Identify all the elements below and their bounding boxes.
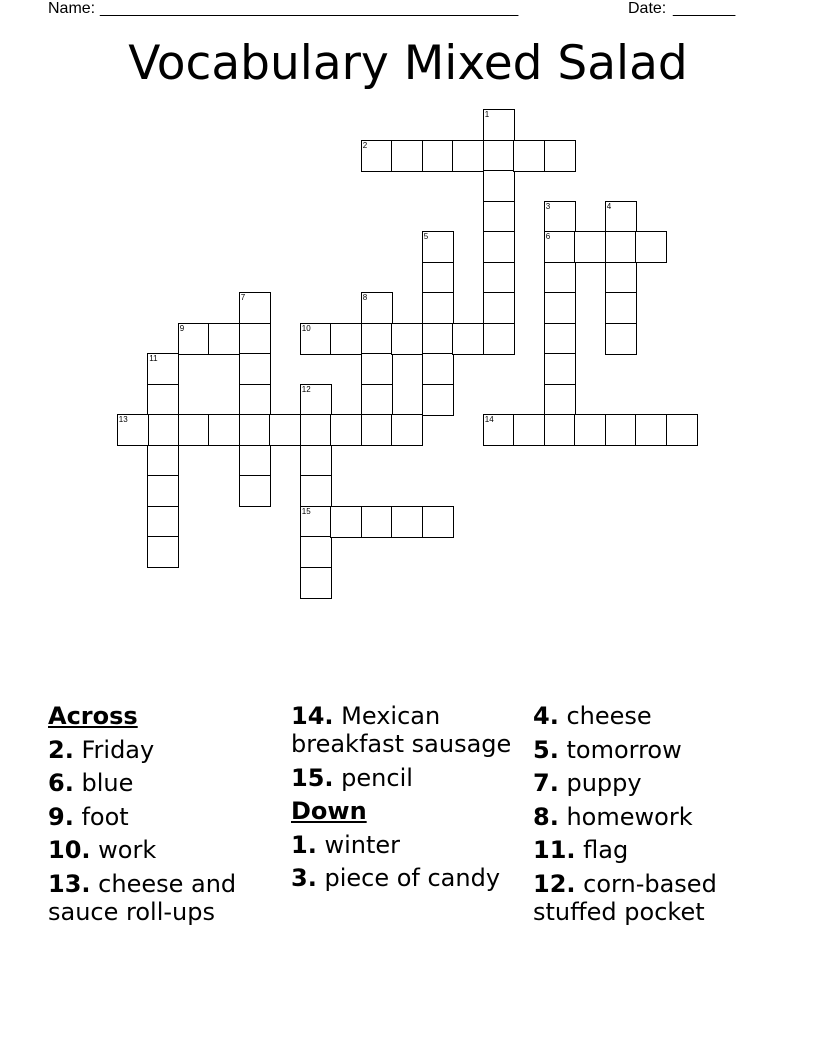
crossword-cell[interactable] — [178, 414, 210, 446]
clue-down-7: 7. puppy — [533, 769, 642, 797]
crossword-cell[interactable] — [422, 323, 454, 355]
crossword-cell[interactable] — [544, 353, 576, 385]
crossword-cell[interactable] — [239, 384, 271, 416]
crossword-cell[interactable] — [361, 323, 393, 355]
crossword-cell[interactable] — [544, 414, 576, 446]
crossword-cell[interactable] — [361, 353, 393, 385]
crossword-cell[interactable] — [300, 475, 332, 507]
clue-number: 14 — [484, 415, 494, 425]
clue-down-12: 12. corn-based stuffed pocket — [533, 869, 717, 926]
page-title: Vocabulary Mixed Salad — [128, 36, 688, 91]
crossword-cell[interactable] — [483, 323, 515, 355]
crossword-cell[interactable] — [300, 536, 332, 568]
crossword-cell[interactable] — [239, 414, 271, 446]
crossword-cell[interactable] — [544, 292, 576, 324]
crossword-cell[interactable] — [544, 231, 576, 263]
crossword-cell[interactable] — [239, 353, 271, 385]
crossword-cell[interactable] — [147, 475, 179, 507]
crossword-cell[interactable] — [422, 262, 454, 294]
crossword-cell[interactable] — [361, 414, 393, 446]
date-label: Date: — [628, 0, 667, 17]
crossword-cell[interactable] — [239, 292, 271, 324]
crossword-cell[interactable] — [452, 323, 484, 355]
crossword-cell[interactable] — [483, 109, 515, 141]
crossword-cell[interactable] — [544, 140, 576, 172]
crossword-cell[interactable] — [300, 323, 332, 355]
crossword-cell[interactable] — [605, 292, 637, 324]
crossword-cell[interactable] — [422, 231, 454, 263]
crossword-cell[interactable] — [635, 231, 667, 263]
clue-across-14: 14. Mexican breakfast sausage — [291, 702, 512, 758]
crossword-cell[interactable] — [605, 414, 637, 446]
name-blank-line[interactable]: _______________________________________________ — [100, 0, 519, 17]
crossword-cell[interactable] — [147, 353, 179, 385]
clue-across-15: 15. pencil — [291, 763, 413, 792]
crossword-cell[interactable] — [422, 140, 454, 172]
crossword-cell[interactable] — [666, 414, 698, 446]
crossword-cell[interactable] — [422, 292, 454, 324]
crossword-cell[interactable] — [117, 414, 149, 446]
crossword-cell[interactable] — [574, 231, 606, 263]
crossword-cell[interactable] — [300, 567, 332, 599]
crossword-cell[interactable] — [208, 414, 240, 446]
crossword-cell[interactable] — [147, 536, 179, 568]
crossword-cell[interactable] — [361, 506, 393, 538]
crossword-cell[interactable] — [513, 140, 545, 172]
crossword-cell[interactable] — [300, 506, 332, 538]
date-blank-line[interactable]: _______ — [673, 0, 736, 17]
crossword-cell[interactable] — [391, 506, 423, 538]
crossword-cell[interactable] — [147, 445, 179, 477]
clue-down-1: 1. winter — [291, 830, 401, 859]
crossword-cell[interactable] — [483, 140, 515, 172]
clue-down-8: 8. homework — [533, 802, 693, 831]
crossword-cell[interactable] — [391, 323, 423, 355]
crossword-cell[interactable] — [513, 414, 545, 446]
clue-number: 9 — [179, 323, 185, 333]
crossword-cell[interactable] — [330, 323, 362, 355]
clue-across-2: 2. Friday — [48, 735, 155, 764]
clue-number: 15 — [301, 506, 311, 516]
clue-column-3 — [533, 702, 793, 931]
clue-number: 2 — [362, 140, 368, 150]
crossword-cell[interactable] — [239, 323, 271, 355]
crossword-cell[interactable] — [422, 353, 454, 385]
clue-across-9: 9. foot — [48, 802, 129, 831]
crossword-cell[interactable] — [422, 506, 454, 538]
down-heading: Down — [291, 797, 367, 825]
crossword-cell[interactable] — [178, 323, 210, 355]
crossword-cell[interactable] — [605, 201, 637, 233]
clue-number: 13 — [118, 415, 128, 425]
crossword-cell[interactable] — [300, 384, 332, 416]
crossword-cell[interactable] — [605, 262, 637, 294]
clue-number: 4 — [606, 201, 612, 211]
clue-number: 8 — [362, 293, 368, 303]
crossword-cell[interactable] — [544, 201, 576, 233]
clue-number: 6 — [545, 232, 551, 242]
crossword-cell[interactable] — [544, 262, 576, 294]
crossword-cell[interactable] — [422, 384, 454, 416]
clue-number: 12 — [301, 384, 311, 394]
clue-across-6: 6. blue — [48, 769, 134, 797]
clue-across-13: 13. cheese and sauce roll-ups — [48, 869, 237, 926]
clue-number: 10 — [301, 323, 311, 333]
clue-column-2 — [291, 702, 531, 898]
crossword-cell[interactable] — [391, 414, 423, 446]
name-label: Name: — [48, 0, 96, 17]
crossword-cell[interactable] — [452, 140, 484, 172]
clue-down-5: 5. tomorrow — [533, 735, 682, 764]
across-heading: Across — [48, 702, 138, 730]
crossword-cell[interactable] — [269, 414, 301, 446]
crossword-cell[interactable] — [483, 201, 515, 233]
crossword-cell[interactable] — [147, 506, 179, 538]
crossword-cell[interactable] — [361, 292, 393, 324]
crossword-cell[interactable] — [300, 445, 332, 477]
clue-down-4: 4. cheese — [533, 702, 652, 730]
crossword-cell[interactable] — [208, 323, 240, 355]
crossword-cell[interactable] — [147, 414, 179, 446]
crossword-cell[interactable] — [361, 140, 393, 172]
crossword-cell[interactable] — [483, 262, 515, 294]
clue-number: 11 — [149, 354, 158, 364]
clue-column-1 — [48, 702, 288, 931]
crossword-cell[interactable] — [483, 414, 515, 446]
crossword-cell[interactable] — [361, 384, 393, 416]
crossword-cell[interactable] — [330, 506, 362, 538]
crossword-cell[interactable] — [330, 414, 362, 446]
clue-across-10: 10. work — [48, 836, 157, 864]
crossword-cell[interactable] — [544, 384, 576, 416]
clue-number: 3 — [545, 201, 551, 211]
crossword-cell[interactable] — [483, 170, 515, 202]
crossword-cell[interactable] — [239, 475, 271, 507]
crossword-cell[interactable] — [605, 231, 637, 263]
crossword-cell[interactable] — [391, 140, 423, 172]
crossword-cell[interactable] — [483, 231, 515, 263]
crossword-cell[interactable] — [483, 292, 515, 324]
clue-number: 5 — [423, 232, 429, 242]
crossword-cell[interactable] — [300, 414, 332, 446]
crossword-cell[interactable] — [239, 445, 271, 477]
crossword-cell[interactable] — [574, 414, 606, 446]
clue-number: 7 — [240, 293, 246, 303]
crossword-cell[interactable] — [147, 384, 179, 416]
crossword-cell[interactable] — [605, 323, 637, 355]
clue-number: 1 — [484, 110, 490, 120]
crossword-cell[interactable] — [544, 323, 576, 355]
crossword-cell[interactable] — [635, 414, 667, 446]
clue-down-3: 3. piece of candy — [291, 864, 501, 892]
clue-down-11: 11. flag — [533, 836, 629, 864]
